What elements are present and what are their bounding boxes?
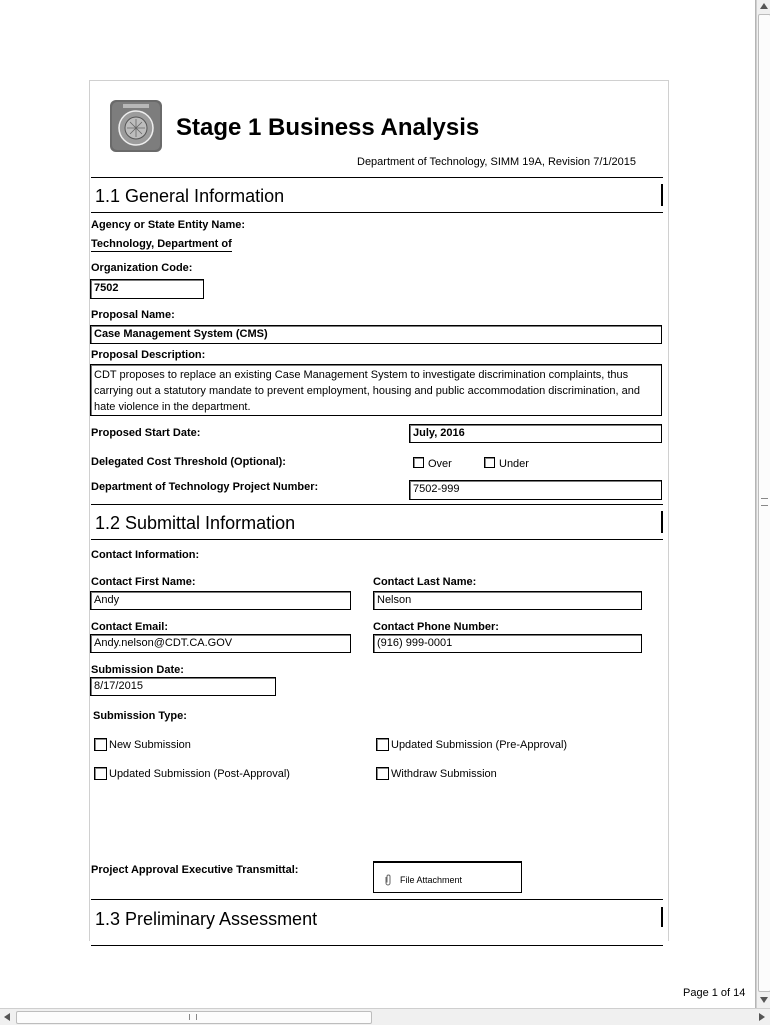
last-name-field[interactable]: Nelson xyxy=(373,591,642,610)
department-seal-icon xyxy=(110,100,162,152)
grip-icon xyxy=(189,1014,197,1020)
under-checkbox[interactable] xyxy=(484,457,495,468)
scroll-left-arrow-icon[interactable] xyxy=(4,1013,10,1021)
withdraw-submission-checkbox[interactable] xyxy=(376,767,389,780)
page-title: Stage 1 Business Analysis xyxy=(176,114,480,141)
email-field[interactable]: Andy.nelson@CDT.CA.GOV xyxy=(90,634,351,653)
file-attachment-label: File Attachment xyxy=(400,875,463,885)
proposal-description-field[interactable]: CDT proposes to replace an existing Case Management System to investigate discrimination complaints, thus carrying out a statutory mandate to prevent employment, housing and public accommodation discrimination, and hate violence in the department. xyxy=(90,364,662,416)
section-submittal-information xyxy=(91,504,663,540)
proposal-name-label: Proposal Name: xyxy=(91,309,175,321)
withdraw-submission-label: Withdraw Submission xyxy=(391,768,497,780)
horizontal-scrollbar[interactable] xyxy=(0,1008,770,1025)
section-preliminary-assessment xyxy=(91,899,663,946)
vertical-scrollbar[interactable] xyxy=(756,0,770,1008)
paperclip-icon xyxy=(384,873,392,891)
scroll-down-arrow-icon[interactable] xyxy=(760,997,768,1003)
first-name-field[interactable]: Andy xyxy=(90,591,351,610)
agency-label: Agency or State Entity Name: xyxy=(91,219,246,231)
cost-threshold-label: Delegated Cost Threshold (Optional): xyxy=(91,456,286,468)
updated-pre-approval-checkbox[interactable] xyxy=(376,738,389,751)
agency-value[interactable]: Technology, Department of xyxy=(91,238,232,250)
submission-date-field[interactable]: 8/17/2015 xyxy=(90,677,276,696)
over-checkbox[interactable] xyxy=(413,457,424,468)
new-submission-checkbox[interactable] xyxy=(94,738,107,751)
project-number-label: Department of Technology Project Number: xyxy=(91,481,319,493)
under-label: Under xyxy=(499,458,529,470)
grip-icon xyxy=(761,498,768,506)
email-label: Contact Email: xyxy=(91,621,169,633)
first-name-label: Contact First Name: xyxy=(91,576,196,588)
section-heading: 1.3 Preliminary Assessment xyxy=(95,909,318,929)
proposal-name-field[interactable]: Case Management System (CMS) xyxy=(90,325,662,344)
scroll-thumb[interactable] xyxy=(758,14,770,992)
submission-date-label: Submission Date: xyxy=(91,664,184,676)
revision-subtitle: Department of Technology, SIMM 19A, Revision 7/1/2015 xyxy=(357,156,637,168)
section-heading: 1.2 Submittal Information xyxy=(95,513,296,533)
org-code-field[interactable]: 7502 xyxy=(90,279,204,299)
updated-post-approval-label: Updated Submission (Post-Approval) xyxy=(109,768,290,780)
updated-post-approval-checkbox[interactable] xyxy=(94,767,107,780)
transmittal-label: Project Approval Executive Transmittal: xyxy=(91,864,299,876)
horizontal-scroll-thumb[interactable] xyxy=(16,1011,372,1024)
contact-info-label: Contact Information: xyxy=(91,549,200,561)
scroll-up-arrow-icon[interactable] xyxy=(760,3,768,9)
section-general-information xyxy=(91,177,663,213)
phone-label: Contact Phone Number: xyxy=(373,621,499,633)
section-heading: 1.1 General Information xyxy=(95,186,285,206)
start-date-label: Proposed Start Date: xyxy=(91,427,201,439)
submission-type-label: Submission Type: xyxy=(93,710,187,722)
phone-field[interactable]: (916) 999-0001 xyxy=(373,634,642,653)
last-name-label: Contact Last Name: xyxy=(373,576,477,588)
over-label: Over xyxy=(428,458,452,470)
updated-pre-approval-label: Updated Submission (Pre-Approval) xyxy=(391,739,568,751)
proposal-description-label: Proposal Description: xyxy=(91,349,206,361)
file-attachment-button[interactable] xyxy=(373,861,522,893)
org-code-label: Organization Code: xyxy=(91,262,193,274)
start-date-field[interactable]: July, 2016 xyxy=(409,424,662,443)
page-number: Page 1 of 14 xyxy=(683,987,746,999)
new-submission-label: New Submission xyxy=(109,739,191,751)
project-number-field[interactable]: 7502-999 xyxy=(409,480,662,500)
scroll-right-arrow-icon[interactable] xyxy=(759,1013,765,1021)
